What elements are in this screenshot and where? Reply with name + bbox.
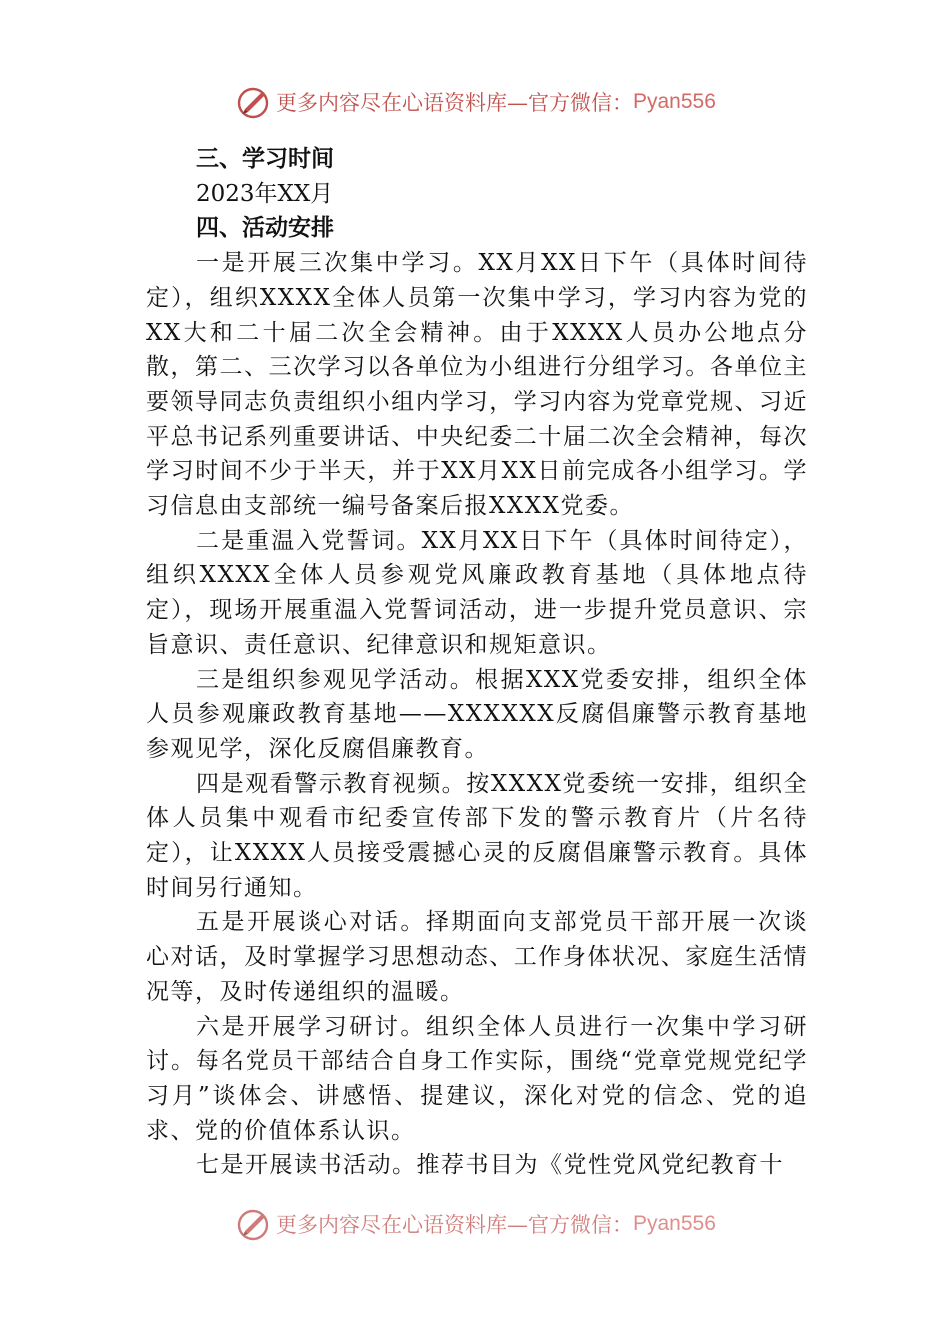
pen-logo-icon (236, 85, 270, 119)
watermark-text: 更多内容尽在心语资料库—官方微信： (276, 91, 633, 115)
paragraph-activity-6: 六是开展学习研讨。组织全体人员进行一次集中学习研讨。每名党员干部结合自身工作实际，围绕“党章党规党纪学习月”谈体会、讲感悟、提建议，深化对党的信念、党的追求、党的价值体系认识。 (146, 1013, 808, 1144)
section-heading-study-time: 三、学习时间 (196, 146, 334, 172)
paragraph-activity-2: 二是重温入党誓词。XX月XX日下午（具体时间待定），组织XXXX全体人员参观党风廉政教育基地（具体地点待定），现场开展重温入党誓词活动，进一步提升党员意识、宗旨意识、责任意识、纪律意识和规矩意识。 (146, 527, 808, 658)
pen-logo-icon (236, 1207, 270, 1241)
paragraph-activity-7: 七是开展读书活动。推荐书目为《党性党风党纪教育十 (196, 1152, 784, 1179)
watermark-wechat-id: Pyan556 (633, 1212, 716, 1235)
study-date: 2023年XX月 (196, 180, 334, 207)
paragraph-activity-1: 一是开展三次集中学习。XX月XX日下午（具体时间待定），组织XXXX全体人员第一次集中学习，学习内容为党的XX大和二十届二次全会精神。由于XXXX人员办公地点分散，第二、三次学习以各单位为小组进行分组学习。各单位主要领导同志负责组织小组内学习，学习内容为党章党规、习近平总书记系列重要讲话、中央纪委二十届二次全会精神，每次学习时间不少于半天，并于XX月XX日前完成各小组学习。学习信息由支部统一编号备案后报XXXX党委。 (146, 250, 808, 520)
section-heading-activities: 四、活动安排 (196, 215, 334, 242)
paragraph-activity-5: 五是开展谈心对话。择期面向支部党员干部开展一次谈心对话，及时掌握学习思想动态、工作身体状况、家庭生活情况等，及时传递组织的温暖。 (146, 909, 808, 1005)
paragraph-activity-4: 四是观看警示教育视频。按XXXX党委统一安排，组织全体人员集中观看市纪委宣传部下发的警示教育片（片名待定），让XXXX人员接受震撼心灵的反腐倡廉警示教育。具体时间另行通知。 (146, 770, 808, 901)
watermark-banner-bottom (236, 1206, 736, 1242)
watermark-banner-top (236, 84, 736, 120)
paragraph-activity-3: 三是组织参观见学活动。根据XXX党委安排，组织全体人员参观廉政教育基地——XXXXXX反腐倡廉警示教育基地参观见学，深化反腐倡廉教育。 (146, 666, 808, 762)
document-body (146, 142, 808, 1183)
watermark-wechat-id: Pyan556 (633, 90, 716, 113)
watermark-text: 更多内容尽在心语资料库—官方微信： (276, 1213, 633, 1237)
